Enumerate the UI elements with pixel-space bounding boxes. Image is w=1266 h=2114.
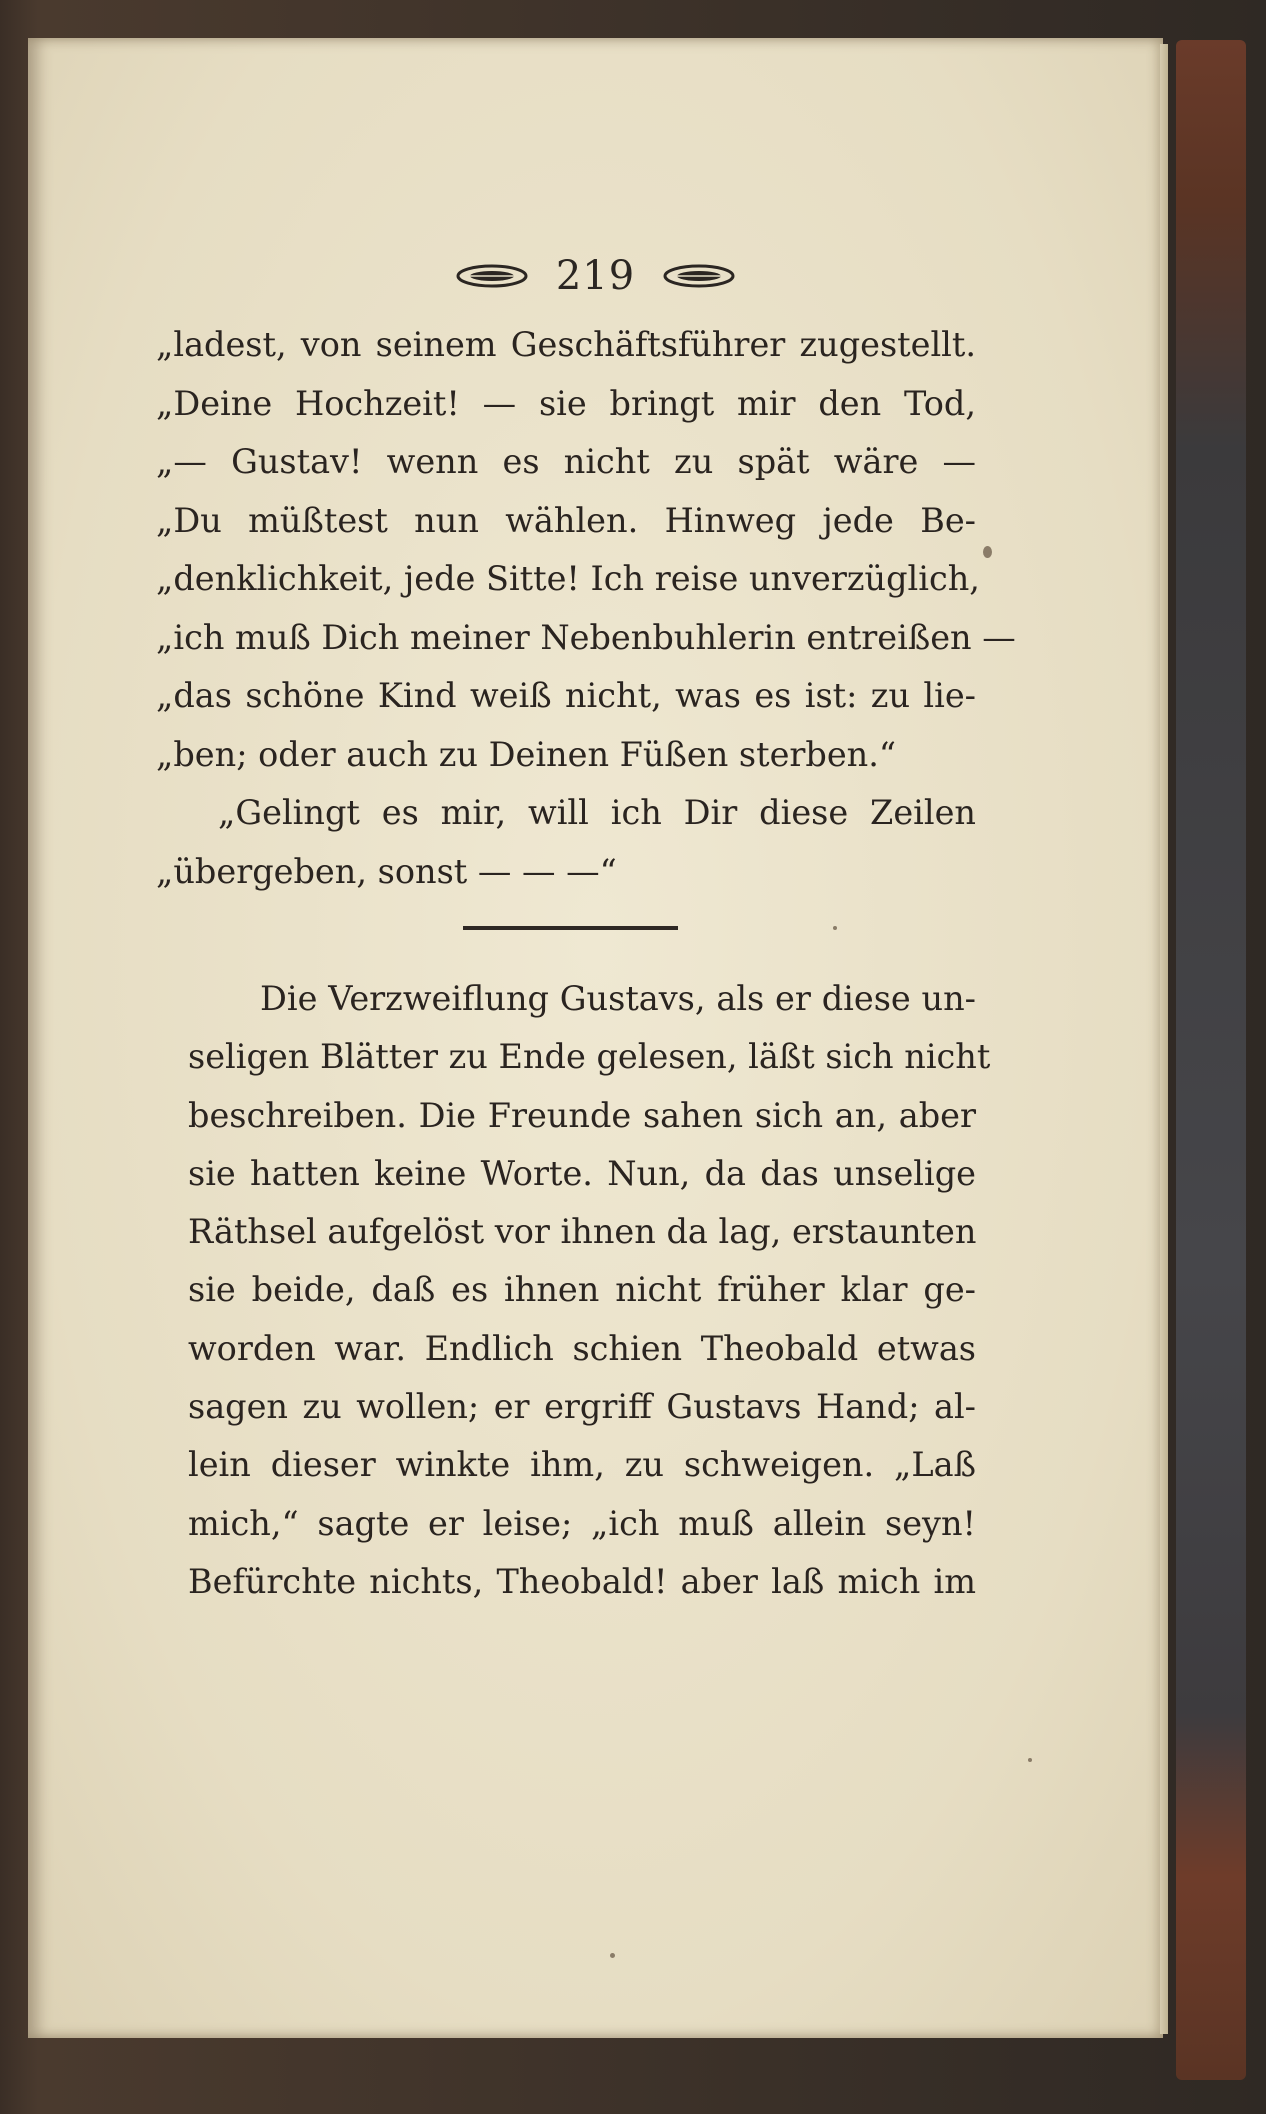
text-line: „— Gustav! wenn es nicht zu spät wäre — bbox=[156, 442, 976, 481]
page-number: 219 bbox=[555, 253, 636, 299]
quoted-letter bbox=[156, 316, 1016, 901]
text-line: Befürchte nichts, Theobald! aber laß mich im bbox=[188, 1561, 976, 1601]
page-header bbox=[28, 246, 1163, 306]
text-line: „ben; oder auch zu Deinen Füßen sterben.“ bbox=[156, 734, 897, 774]
body-paragraph bbox=[188, 970, 991, 1611]
book-binding-edge bbox=[1176, 40, 1246, 2080]
text-line: „Deine Hochzeit! — sie bringt mir den Tod, bbox=[156, 383, 976, 423]
text-line: worden war. Endlich schien Theobald etwas bbox=[188, 1328, 976, 1368]
text-line: lein dieser winkte ihm, zu schweigen. „Laß bbox=[188, 1445, 976, 1485]
text-line: „Du müßtest nun wählen. Hinweg jede Be- bbox=[156, 500, 976, 540]
text-line: „das schöne Kind weiß nicht, was es ist: zu lie- bbox=[156, 676, 976, 715]
text-line: „übergeben, sonst — — —“ bbox=[156, 851, 617, 891]
text-line: seligen Blätter zu Ende gelesen, läßt sich nicht bbox=[188, 1037, 991, 1077]
paper-speck bbox=[610, 1953, 615, 1958]
paper-speck bbox=[983, 546, 992, 558]
right-ornament-icon bbox=[663, 263, 735, 289]
page-edge bbox=[1160, 44, 1168, 2034]
text-line: sie beide, daß es ihnen nicht früher klar ge- bbox=[188, 1270, 976, 1310]
paper-speck bbox=[1028, 1758, 1032, 1762]
text-line: „Gelingt es mir, will ich Dir diese Zeilen bbox=[218, 793, 976, 832]
book-page bbox=[28, 38, 1163, 2038]
text-line: beschreiben. Die Freunde sahen sich an, aber bbox=[188, 1095, 976, 1135]
text-line: Die Verzweiflung Gustavs, als er diese un- bbox=[260, 979, 976, 1018]
text-line: „denklichkeit, jede Sitte! Ich reise unverzüglich, bbox=[156, 559, 980, 598]
text-line: Räthsel aufgelöst vor ihnen da lag, erstaunten bbox=[188, 1212, 977, 1252]
text-line: sagen zu wollen; er ergriff Gustavs Hand; al- bbox=[188, 1387, 976, 1427]
text-line: „ladest, von seinem Geschäftsführer zugestellt. bbox=[156, 325, 976, 364]
paper-speck bbox=[833, 926, 837, 930]
left-ornament-icon bbox=[456, 263, 528, 289]
text-line: mich,“ sagte er leise; „ich muß allein seyn! bbox=[188, 1503, 976, 1543]
section-divider bbox=[463, 926, 678, 930]
text-line: sie hatten keine Worte. Nun, da das unselige bbox=[188, 1153, 976, 1193]
text-line: „ich muß Dich meiner Nebenbuhlerin entreißen — bbox=[156, 617, 1016, 657]
